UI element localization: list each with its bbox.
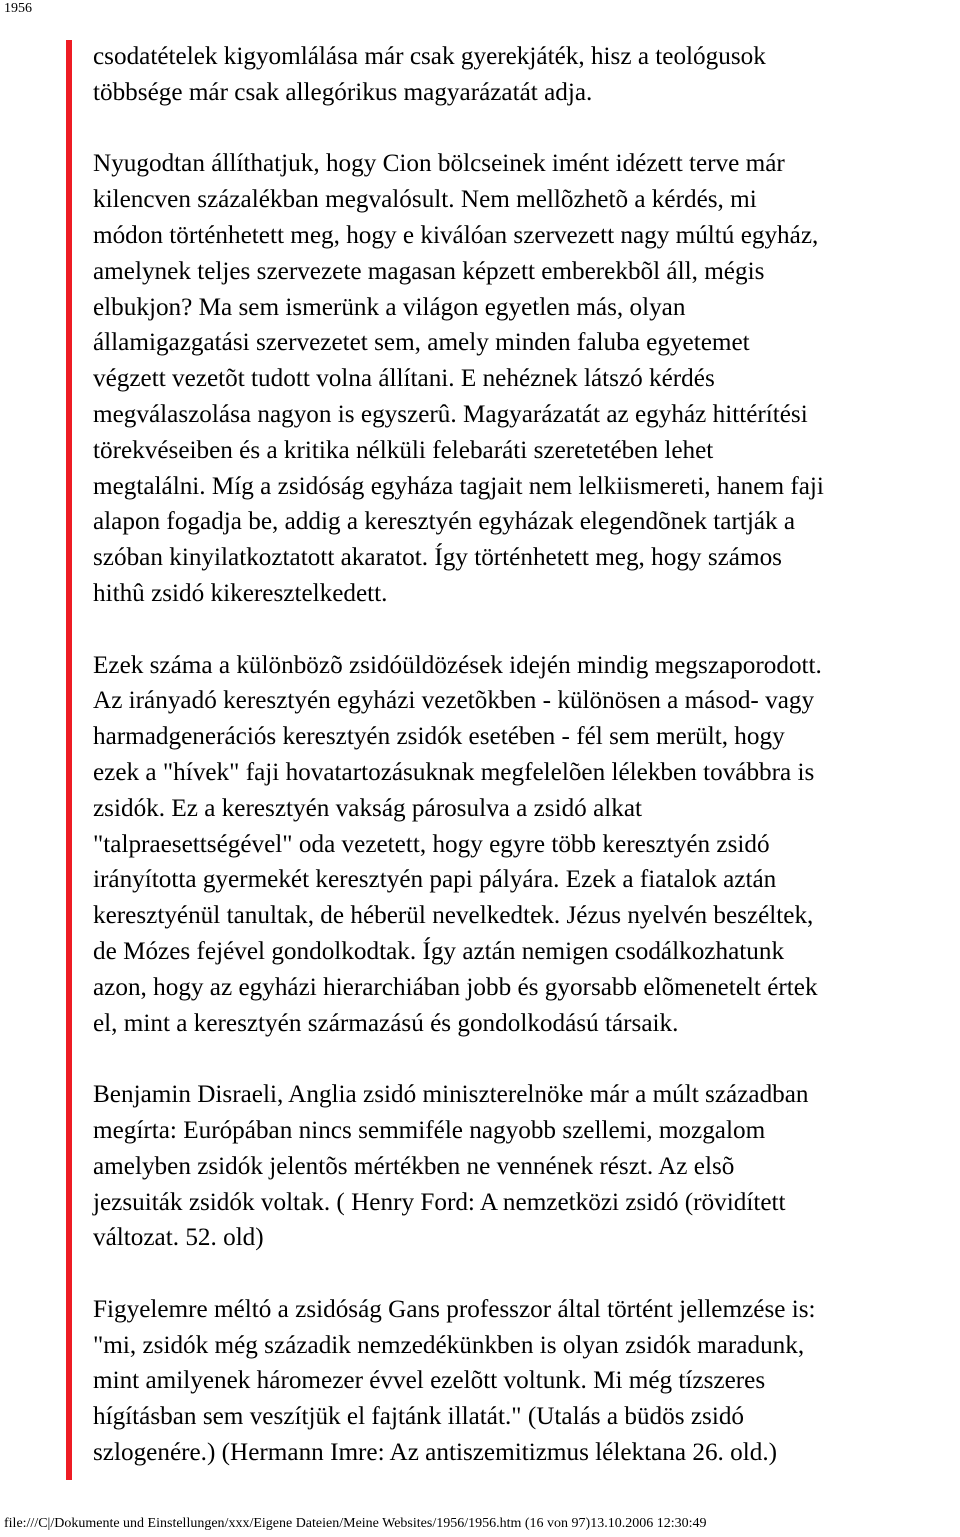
text-line: módon történhetett meg, hogy e kiválóan szervezett nagy múltú egyház, bbox=[93, 221, 819, 249]
page-header-title: 1956 bbox=[4, 1, 32, 16]
text-line: többsége már csak allegórikus magyarázatát adja. bbox=[93, 78, 593, 106]
paragraph bbox=[93, 1077, 953, 1256]
text-line: jezsuiták zsidók voltak. ( Henry Ford: A nemzetközi zsidó (rövidített bbox=[93, 1188, 786, 1216]
text-line: "talpraesettségével" oda vezetett, hogy egyre több keresztyén zsidó bbox=[93, 830, 770, 858]
article-body bbox=[93, 39, 953, 1471]
text-line: államigazgatási szervezetet sem, amely minden faluba egyetemet bbox=[93, 329, 750, 357]
text-line: alapon fogadja be, addig a keresztyén egyházak elegendõnek tartják a bbox=[93, 508, 796, 536]
text-line: Nyugodtan állíthatjuk, hogy Cion bölcseinek imént idézett terve már bbox=[93, 150, 785, 178]
text-line: zsidók. Ez a keresztyén vakság párosulva a zsidó alkat bbox=[93, 794, 643, 822]
text-line: keresztyénül tanultak, de héberül nevelkedtek. Jézus nyelvén beszéltek, bbox=[93, 902, 814, 930]
text-line: Benjamin Disraeli, Anglia zsidó miniszterelnöke már a múlt században bbox=[93, 1081, 809, 1109]
text-line: szóban kinyilatkoztatott akaratot. Így történhetett meg, hogy számos bbox=[93, 544, 782, 572]
page-footer-path: file:///C|/Dokumente und Einstellungen/xxx/Eigene Dateien/Meine Websites/1956/1956.htm (16 von 97)13.10.2006 12:30:49 bbox=[4, 1516, 707, 1531]
text-line: amelyben zsidók jelentõs mértékben ne vennének részt. Az elsõ bbox=[93, 1152, 735, 1180]
text-line: megválaszolása nagyon is egyszerû. Magyarázatát az egyház hittérítési bbox=[93, 400, 808, 428]
text-line: de Mózes fejével gondolkodtak. Így aztán nemigen csodálkozhatunk bbox=[93, 937, 785, 965]
text-line: megtalálni. Míg a zsidóság egyháza tagjait nem lelkiismereti, hanem faji bbox=[93, 472, 824, 500]
margin-rule bbox=[66, 40, 72, 1480]
text-line: végzett vezetõt tudott volna állítani. E nehéznek látszó kérdés bbox=[93, 365, 715, 393]
text-line: hígításban sem veszítjük el fajtánk illatát." (Utalás a büdös zsidó bbox=[93, 1403, 745, 1431]
text-line: szlogenére.) (Hermann Imre: Az antiszemitizmus lélektana 26. old.) bbox=[93, 1439, 778, 1467]
text-line: Figyelemre méltó a zsidóság Gans professzor által történt jellemzése is: bbox=[93, 1295, 816, 1323]
text-line: kilencven százalékban megvalósult. Nem mellõzhetõ a kérdés, mi bbox=[93, 186, 757, 214]
text-line: csodatételek kigyomlálása már csak gyerekjáték, hisz a teológusok bbox=[93, 43, 766, 70]
text-line: ezek a "hívek" faji hovatartozásuknak megfelelõen lélekben továbbra is bbox=[93, 758, 815, 786]
text-line: hithû zsidó kikeresztelkedett. bbox=[93, 579, 388, 607]
text-line: törekvéseiben és a kritika nélküli felebaráti szeretetében lehet bbox=[93, 436, 714, 464]
text-line: azon, hogy az egyházi hierarchiában jobb és gyorsabb elõmenetelt értek bbox=[93, 973, 818, 1001]
paragraph bbox=[93, 648, 953, 1042]
text-line: el, mint a keresztyén származású és gondolkodású társaik. bbox=[93, 1009, 679, 1037]
text-line: megírta: Európában nincs semmiféle nagyobb szellemi, mozgalom bbox=[93, 1116, 766, 1144]
text-line: irányította gyermekét keresztyén papi pályára. Ezek a fiatalok aztán bbox=[93, 866, 777, 894]
text-line: Az irányadó keresztyén egyházi vezetõkben - különösen a másod- vagy bbox=[93, 687, 815, 715]
text-line: változat. 52. old) bbox=[93, 1224, 264, 1252]
paragraph bbox=[93, 1292, 953, 1471]
text-line: Ezek száma a különbözõ zsidóüldözések idején mindig megszaporodott. bbox=[93, 651, 822, 679]
text-line: harmadgenerációs keresztyén zsidók esetében - fél sem merült, hogy bbox=[93, 723, 785, 751]
text-line: mint amilyenek háromezer évvel ezelõtt voltunk. Mi még tízszeres bbox=[93, 1367, 766, 1395]
paragraph bbox=[93, 146, 953, 611]
text-line: elbukjon? Ma sem ismerünk a világon egyetlen más, olyan bbox=[93, 293, 686, 321]
text-line: "mi, zsidók még századik nemzedékünkben is olyan zsidók maradunk, bbox=[93, 1331, 805, 1359]
paragraph bbox=[93, 39, 953, 111]
text-line: amelynek teljes szervezete magasan képzett emberekbõl áll, mégis bbox=[93, 257, 765, 285]
